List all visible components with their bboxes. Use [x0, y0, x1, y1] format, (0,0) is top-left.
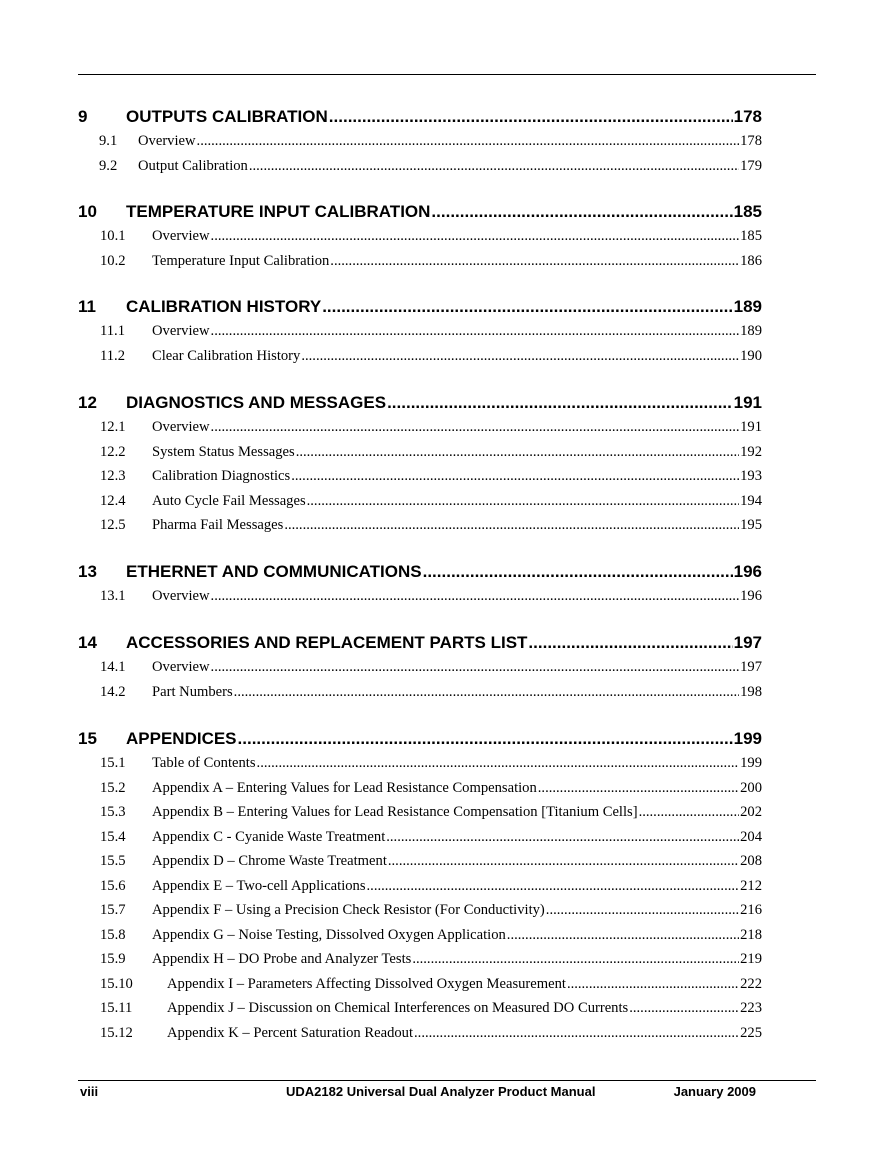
toc-section-heading[interactable] — [78, 729, 762, 753]
dot-leader — [629, 1000, 739, 1017]
toc-subsection-entry[interactable] — [78, 444, 762, 466]
dot-leader — [507, 927, 739, 944]
toc-subsection-entry[interactable] — [78, 684, 762, 706]
dot-leader — [386, 829, 739, 846]
section-page-number: 191 — [733, 393, 762, 412]
section-title: OUTPUTS CALIBRATION — [126, 107, 328, 126]
subsection-number: 15.12 — [100, 1024, 133, 1041]
toc-section-heading[interactable] — [78, 562, 762, 586]
toc-subsection-entry[interactable] — [78, 927, 762, 949]
subsection-page-number: 195 — [740, 517, 762, 533]
subsection-number: 14.1 — [100, 659, 126, 675]
dot-leader — [238, 729, 733, 749]
section-page-number: 178 — [733, 107, 762, 126]
subsection-number: 11.2 — [100, 347, 125, 364]
toc-subsection-entry[interactable] — [78, 829, 762, 851]
subsection-number: 10.1 — [100, 228, 126, 244]
subsection-title: Output Calibration — [138, 157, 248, 174]
toc-section-heading[interactable] — [78, 202, 762, 226]
subsection-title: System Status Messages — [152, 443, 295, 460]
subsection-number: 12.3 — [100, 468, 126, 484]
subsection-number: 15.2 — [100, 779, 126, 796]
dot-leader — [301, 348, 739, 365]
dot-leader — [567, 976, 739, 993]
subsection-title: Overview — [152, 323, 210, 339]
section-title: CALIBRATION HISTORY — [126, 297, 322, 316]
toc-subsection-entry[interactable] — [78, 878, 762, 900]
subsection-title: Appendix D – Chrome Waste Treatment — [152, 853, 387, 869]
subsection-title: Appendix H – DO Probe and Analyzer Tests — [152, 951, 412, 967]
subsection-page-number: 185 — [740, 228, 762, 244]
dot-leader — [234, 684, 739, 701]
subsection-page-number: 202 — [740, 804, 762, 820]
toc-subsection-entry[interactable] — [78, 1000, 762, 1022]
section-number: 10 — [78, 202, 97, 221]
toc-subsection-entry[interactable] — [78, 755, 762, 777]
toc-subsection-entry[interactable] — [78, 951, 762, 973]
toc-section-heading[interactable] — [78, 107, 762, 131]
dot-leader — [211, 588, 740, 605]
subsection-title: Overview — [152, 419, 210, 435]
dot-leader — [197, 133, 740, 150]
subsection-page-number: 223 — [740, 1000, 762, 1016]
subsection-number: 15.1 — [100, 755, 126, 771]
section-number: 13 — [78, 562, 97, 581]
subsection-number: 15.3 — [100, 804, 126, 820]
dot-leader — [387, 393, 733, 413]
subsection-page-number: 212 — [740, 877, 762, 894]
subsection-number: 12.1 — [100, 419, 126, 435]
dot-leader — [296, 444, 739, 461]
section-number: 14 — [78, 633, 97, 652]
dot-leader — [330, 253, 739, 270]
subsection-number: 15.6 — [100, 877, 126, 894]
subsection-page-number: 192 — [740, 443, 762, 460]
dot-leader — [284, 517, 739, 534]
subsection-title: Overview — [152, 588, 210, 604]
subsection-page-number: 200 — [740, 779, 762, 796]
section-page-number: 197 — [733, 633, 762, 652]
dot-leader — [431, 202, 732, 222]
toc-subsection-entry[interactable] — [78, 976, 762, 998]
footer-page-number: viii — [80, 1084, 99, 1099]
toc-subsection-entry[interactable] — [78, 517, 762, 539]
dot-leader — [329, 107, 733, 127]
subsection-page-number: 196 — [740, 588, 762, 604]
subsection-title: Appendix I – Parameters Affecting Dissolved Oxygen Measurement — [167, 975, 566, 992]
subsection-number: 9.1 — [99, 133, 118, 149]
toc-subsection-entry[interactable] — [78, 419, 762, 441]
subsection-page-number: 190 — [740, 347, 762, 364]
subsection-page-number: 193 — [740, 468, 762, 484]
subsection-page-number: 219 — [740, 951, 762, 967]
subsection-page-number: 189 — [740, 323, 762, 339]
subsection-number: 11.1 — [100, 323, 125, 339]
section-page-number: 196 — [733, 562, 762, 581]
subsection-page-number: 197 — [740, 659, 762, 675]
dot-leader — [211, 323, 740, 340]
footer-manual-title: UDA2182 Universal Dual Analyzer Product Manual — [286, 1084, 596, 1099]
subsection-page-number: 208 — [740, 853, 762, 869]
section-page-number: 189 — [733, 297, 762, 316]
subsection-title: Temperature Input Calibration — [152, 252, 330, 269]
subsection-page-number: 204 — [740, 828, 762, 845]
toc-subsection-entry[interactable] — [78, 804, 762, 826]
subsection-title: Overview — [152, 228, 210, 244]
section-title: TEMPERATURE INPUT CALIBRATION — [126, 202, 431, 221]
dot-leader — [546, 902, 739, 919]
section-number: 11 — [78, 297, 96, 316]
dot-leader — [639, 804, 740, 821]
toc-subsection-entry[interactable] — [78, 853, 762, 875]
subsection-title: Table of Contents — [152, 755, 256, 771]
subsection-number: 9.2 — [99, 157, 118, 174]
dot-leader — [367, 878, 740, 895]
subsection-title: Appendix B – Entering Values for Lead Resistance Compensation [Titanium Cells] — [152, 804, 638, 820]
subsection-number: 15.9 — [100, 951, 126, 967]
subsection-title: Appendix A – Entering Values for Lead Resistance Compensation — [152, 779, 537, 796]
toc-subsection-entry[interactable] — [78, 133, 762, 155]
dot-leader — [211, 228, 740, 245]
subsection-number: 10.2 — [100, 252, 126, 269]
subsection-title: Clear Calibration History — [152, 347, 301, 364]
header-rule — [78, 74, 816, 75]
subsection-title: Appendix G – Noise Testing, Dissolved Oxygen Application — [152, 926, 506, 943]
subsection-page-number: 225 — [740, 1024, 762, 1041]
subsection-number: 15.7 — [100, 902, 126, 918]
section-page-number: 199 — [733, 729, 762, 748]
subsection-page-number: 216 — [740, 902, 762, 918]
toc-subsection-entry[interactable] — [78, 1025, 762, 1047]
dot-leader — [528, 633, 732, 653]
subsection-number: 15.5 — [100, 853, 126, 869]
toc-subsection-entry[interactable] — [78, 493, 762, 515]
subsection-number: 12.5 — [100, 517, 126, 533]
toc-subsection-entry[interactable] — [78, 659, 762, 681]
subsection-page-number: 198 — [740, 683, 762, 700]
dot-leader — [307, 493, 739, 510]
subsection-number: 15.11 — [100, 1000, 133, 1016]
toc-subsection-entry[interactable] — [78, 902, 762, 924]
subsection-page-number: 191 — [740, 419, 762, 435]
subsection-number: 13.1 — [100, 588, 126, 604]
subsection-title: Overview — [152, 659, 210, 675]
toc-subsection-entry[interactable] — [78, 158, 762, 180]
subsection-page-number: 178 — [740, 133, 762, 149]
subsection-number: 12.4 — [100, 492, 126, 509]
subsection-number: 15.8 — [100, 926, 126, 943]
subsection-number: 15.10 — [100, 975, 133, 992]
subsection-title: Appendix E – Two-cell Applications — [152, 877, 366, 894]
dot-leader — [538, 780, 739, 797]
dot-leader — [414, 1025, 739, 1042]
dot-leader — [423, 562, 733, 582]
subsection-number: 15.4 — [100, 828, 126, 845]
section-title: ACCESSORIES AND REPLACEMENT PARTS LIST — [126, 633, 528, 652]
toc-subsection-entry[interactable] — [78, 468, 762, 490]
subsection-title: Calibration Diagnostics — [152, 468, 291, 484]
dot-leader — [412, 951, 739, 968]
subsection-page-number: 186 — [740, 252, 762, 269]
dot-leader — [249, 158, 739, 175]
section-number: 9 — [78, 107, 88, 126]
toc-subsection-entry[interactable] — [78, 228, 762, 250]
subsection-title: Appendix K – Percent Saturation Readout — [167, 1024, 414, 1041]
subsection-page-number: 199 — [740, 755, 762, 771]
section-page-number: 185 — [733, 202, 762, 221]
footer-date: January 2009 — [673, 1084, 756, 1099]
subsection-title: Pharma Fail Messages — [152, 517, 284, 533]
toc-subsection-entry[interactable] — [78, 780, 762, 802]
dot-leader — [388, 853, 739, 870]
section-number: 15 — [78, 729, 97, 748]
section-title: APPENDICES — [126, 729, 237, 748]
dot-leader — [291, 468, 739, 485]
subsection-page-number: 222 — [740, 975, 762, 992]
section-number: 12 — [78, 393, 97, 412]
subsection-title: Auto Cycle Fail Messages — [152, 492, 306, 509]
dot-leader — [257, 755, 740, 772]
toc-section-heading[interactable] — [78, 393, 762, 417]
subsection-title: Part Numbers — [152, 683, 233, 700]
toc-subsection-entry[interactable] — [78, 253, 762, 275]
subsection-page-number: 179 — [740, 157, 762, 174]
subsection-title: Overview — [138, 133, 196, 149]
dot-leader — [211, 659, 740, 676]
toc-subsection-entry[interactable] — [78, 323, 762, 345]
toc-subsection-entry[interactable] — [78, 348, 762, 370]
subsection-page-number: 194 — [740, 492, 762, 509]
subsection-number: 12.2 — [100, 443, 126, 460]
toc-section-heading[interactable] — [78, 297, 762, 321]
subsection-number: 14.2 — [100, 683, 126, 700]
section-title: DIAGNOSTICS AND MESSAGES — [126, 393, 387, 412]
subsection-title: Appendix J – Discussion on Chemical Interferences on Measured DO Currents — [167, 1000, 629, 1016]
footer-rule — [78, 1080, 816, 1081]
subsection-title: Appendix C - Cyanide Waste Treatment — [152, 828, 386, 845]
dot-leader — [322, 297, 732, 317]
dot-leader — [211, 419, 740, 436]
toc-section-heading[interactable] — [78, 633, 762, 657]
subsection-title: Appendix F – Using a Precision Check Resistor (For Conductivity) — [152, 902, 545, 918]
section-title: ETHERNET AND COMMUNICATIONS — [126, 562, 422, 581]
toc-subsection-entry[interactable] — [78, 588, 762, 610]
page-footer — [78, 1084, 762, 1102]
subsection-page-number: 218 — [740, 926, 762, 943]
